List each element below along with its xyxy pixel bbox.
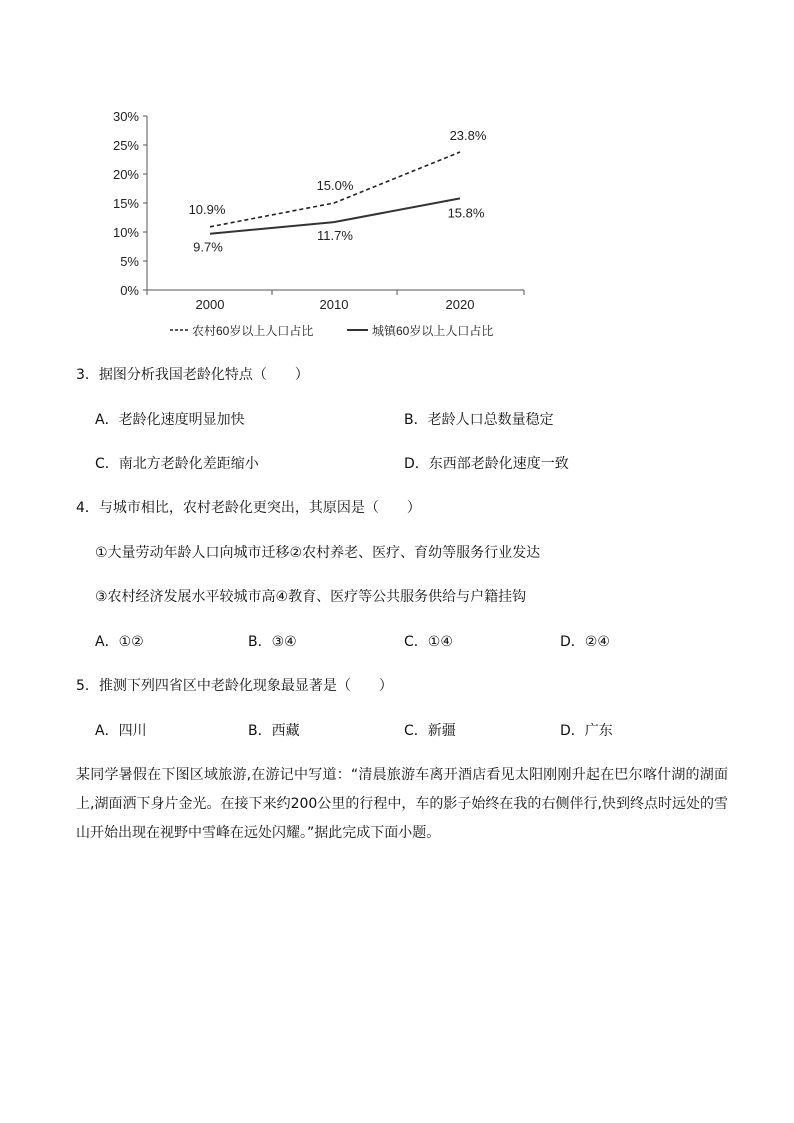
data-label: 10.9%: [188, 201, 226, 217]
question-3-option-c[interactable]: C．南北方老龄化差距缩小: [95, 456, 259, 472]
question-4-option-d[interactable]: D．②④: [560, 634, 610, 650]
passage-paragraph: 某同学暑假在下图区域旅游,在游记中写道：“清晨旅游车离开酒店看见太阳刚刚升起在巴尔喀什湖的湖面上,湖面洒下身片金光。在接下来约200公里的行程中，车的影子始终在我的右侧伴行,快到终点时远处的雪山开始出现在视野中雪峰在远处闪耀。”据此完成下面小题。: [76, 767, 728, 841]
question-3-option-d[interactable]: D．东西部老龄化速度一致: [404, 456, 569, 472]
question-4-stem: 4．与城市相比，农村老龄化更突出，其原因是（ ）: [76, 500, 421, 516]
data-label: 9.7%: [193, 239, 223, 255]
data-label: 23.8%: [449, 127, 487, 143]
x-tick-label: 2010: [319, 297, 349, 312]
y-tick-label: 15%: [112, 196, 139, 211]
question-5-option-b[interactable]: B．西藏: [248, 723, 300, 739]
y-tick-label: 20%: [112, 167, 139, 182]
question-3-stem: 3．据图分析我国老龄化特点（ ）: [76, 367, 309, 383]
aging-line-chart: [0, 0, 794, 350]
x-axis: [147, 290, 524, 312]
y-tick-label: 25%: [112, 138, 139, 153]
y-tick-label: 10%: [112, 225, 139, 240]
y-tick-label: 0%: [120, 283, 139, 298]
legend-label: 城镇60岁以上人口占比: [372, 324, 494, 338]
question-5-option-d[interactable]: D．广东: [560, 723, 613, 739]
question-3-option-a[interactable]: A．老龄化速度明显加快: [95, 412, 245, 428]
y-tick-label: 5%: [120, 254, 139, 269]
data-label: 15.0%: [316, 178, 354, 193]
data-label: 15.8%: [447, 205, 485, 221]
chart-legend: [170, 323, 493, 338]
question-3-option-b[interactable]: B．老龄人口总数量稳定: [404, 412, 554, 428]
x-tick-label: 2020: [445, 297, 475, 312]
question-4-option-a[interactable]: A．①②: [95, 634, 144, 650]
y-tick-label: 30%: [112, 109, 139, 124]
question-4-option-b[interactable]: B．③④: [248, 634, 297, 650]
legend-label: 农村60岁以上人口占比: [192, 324, 314, 338]
y-axis: [113, 109, 147, 298]
question-4-option-c[interactable]: C．①④: [404, 634, 453, 650]
question-4-statement-1: ①大量劳动年龄人口向城市迁移②农村养老、医疗、育幼等服务行业发达: [95, 545, 541, 561]
x-tick-label: 2000: [195, 297, 225, 312]
chart-series: [189, 128, 487, 255]
question-4-statement-2: ③农村经济发展水平较城市高④教育、医疗等公共服务供给与户籍挂钩: [95, 589, 527, 605]
data-label: 11.7%: [317, 228, 353, 244]
question-5-stem: 5．推测下列四省区中老龄化现象最显著是（ ）: [76, 678, 393, 694]
question-5-option-c[interactable]: C．新疆: [404, 723, 456, 739]
question-5-option-a[interactable]: A．四川: [95, 723, 147, 739]
